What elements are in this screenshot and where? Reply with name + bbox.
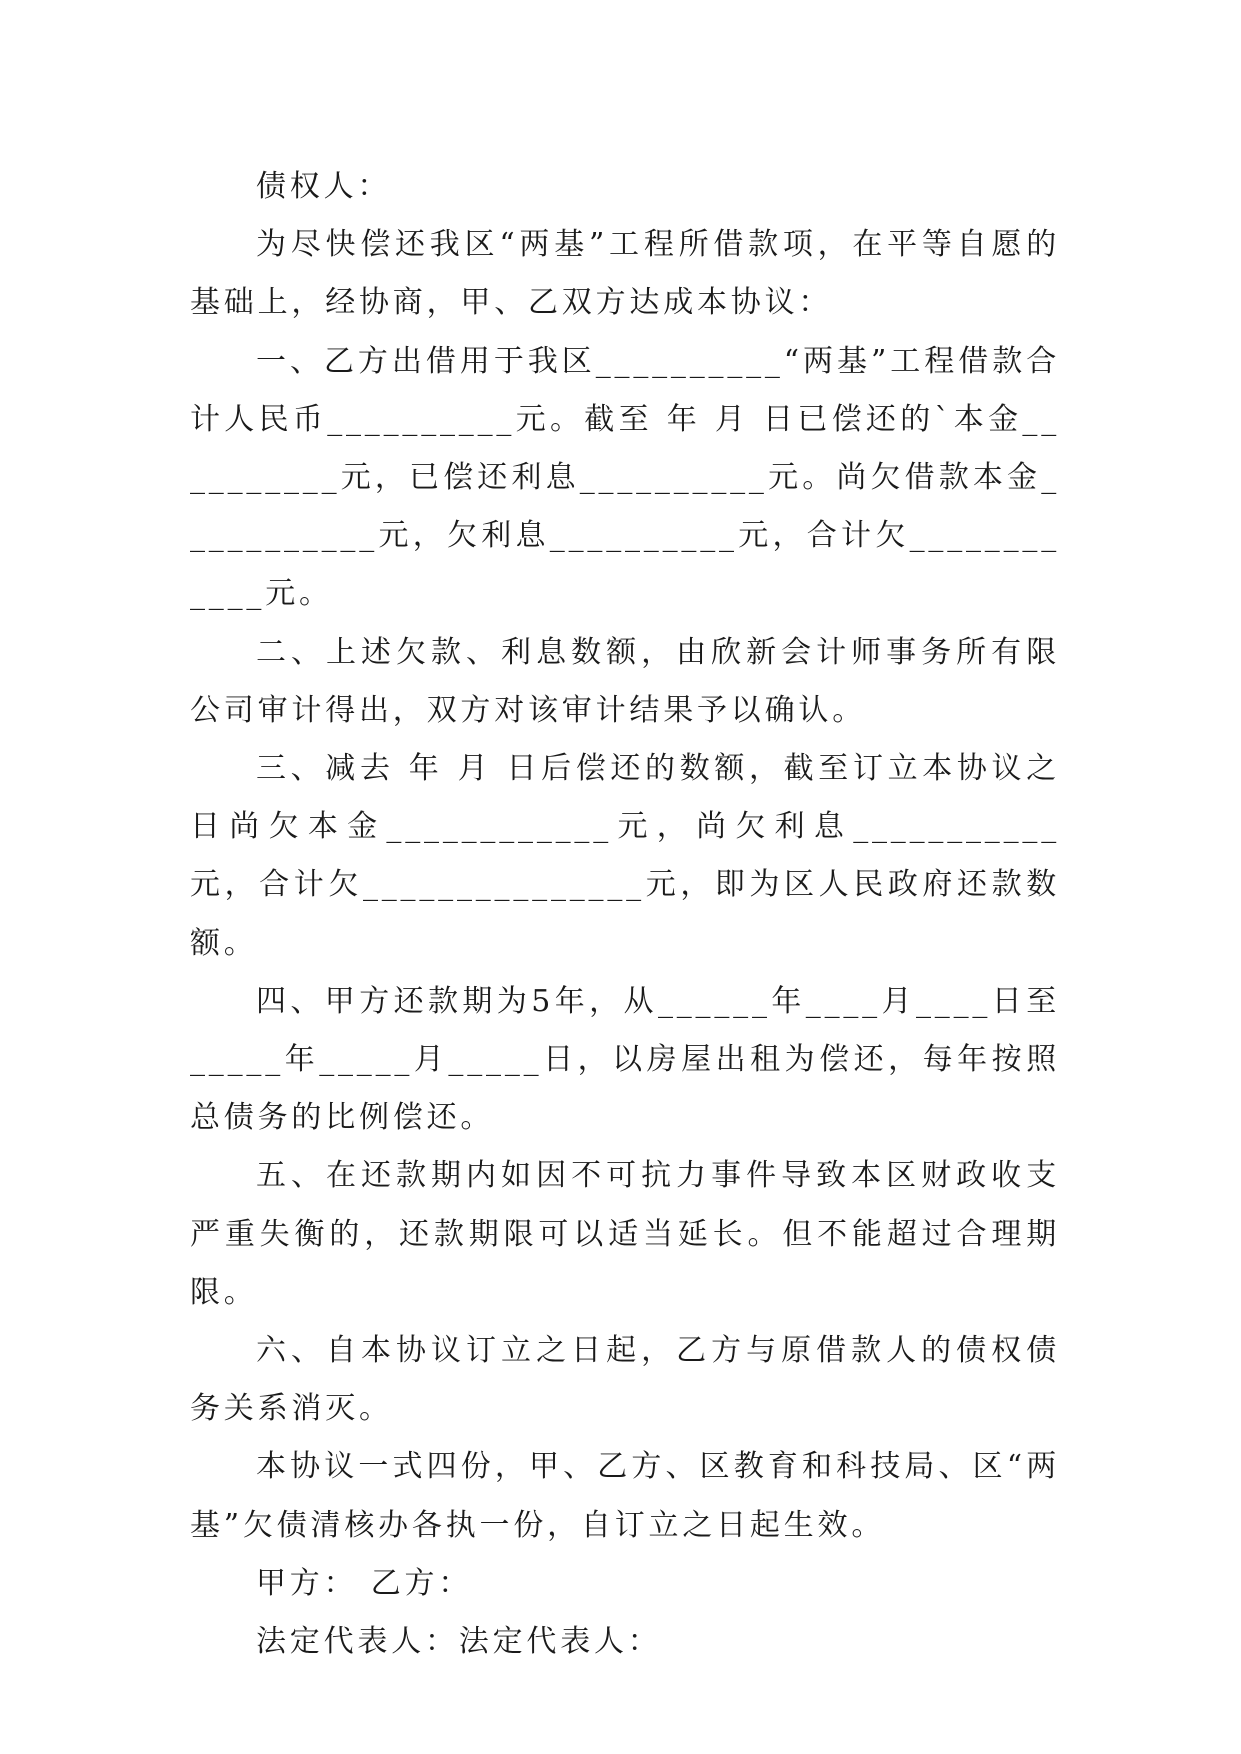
clause-6-paragraph: 六、自本协议订立之日起，乙方与原借款人的债权债务关系消灭。 <box>190 1333 1060 1427</box>
clause-5-paragraph: 五、在还款期内如因不可抗力事件导致本区财政收支严重失衡的，还款期限可以适当延长。但不能超过合理期限。 <box>190 1158 1060 1310</box>
parties-signature-line: 甲方： 乙方： <box>256 1565 473 1601</box>
copies-paragraph: 本协议一式四份，甲、乙方、区教育和科技局、区“两基”欠债清核办各执一份，自订立之日起生效。 <box>190 1449 1060 1543</box>
clause-2-paragraph: 二、上述欠款、利息数额，由欣新会计师事务所有限公司审计得出，双方对该审计结果予以确认。 <box>190 634 1060 728</box>
clause-4-paragraph: 四、甲方还款期为5年，从______年____月____日至_____年_____月_____日，以房屋出租为偿还，每年按照总债务的比例偿还。 <box>190 983 1060 1136</box>
creditor-heading: 债权人： <box>256 169 392 204</box>
legal-representative-line: 法定代表人：法定代表人： <box>256 1624 662 1660</box>
clause-3-paragraph: 三、减去 年 月 日后偿还的数额，截至订立本协议之日尚欠本金____________元，尚欠利息___________元，合计欠_______________元，即为区人民政府还款数额。 <box>190 751 1060 961</box>
preamble-paragraph: 为尽快偿还我区“两基”工程所借款项，在平等自愿的基础上，经协商，甲、乙双方达成本协议： <box>190 227 1060 321</box>
document-body <box>190 158 1060 1671</box>
clause-1-paragraph: 一、乙方出借用于我区__________“两基”工程借款合计人民币__________元。截至 年 月 日已偿还的`本金__________元，已偿还利息__________元。尚欠借款本金___________元，欠利息__________元，合计欠____________元。 <box>190 343 1060 612</box>
